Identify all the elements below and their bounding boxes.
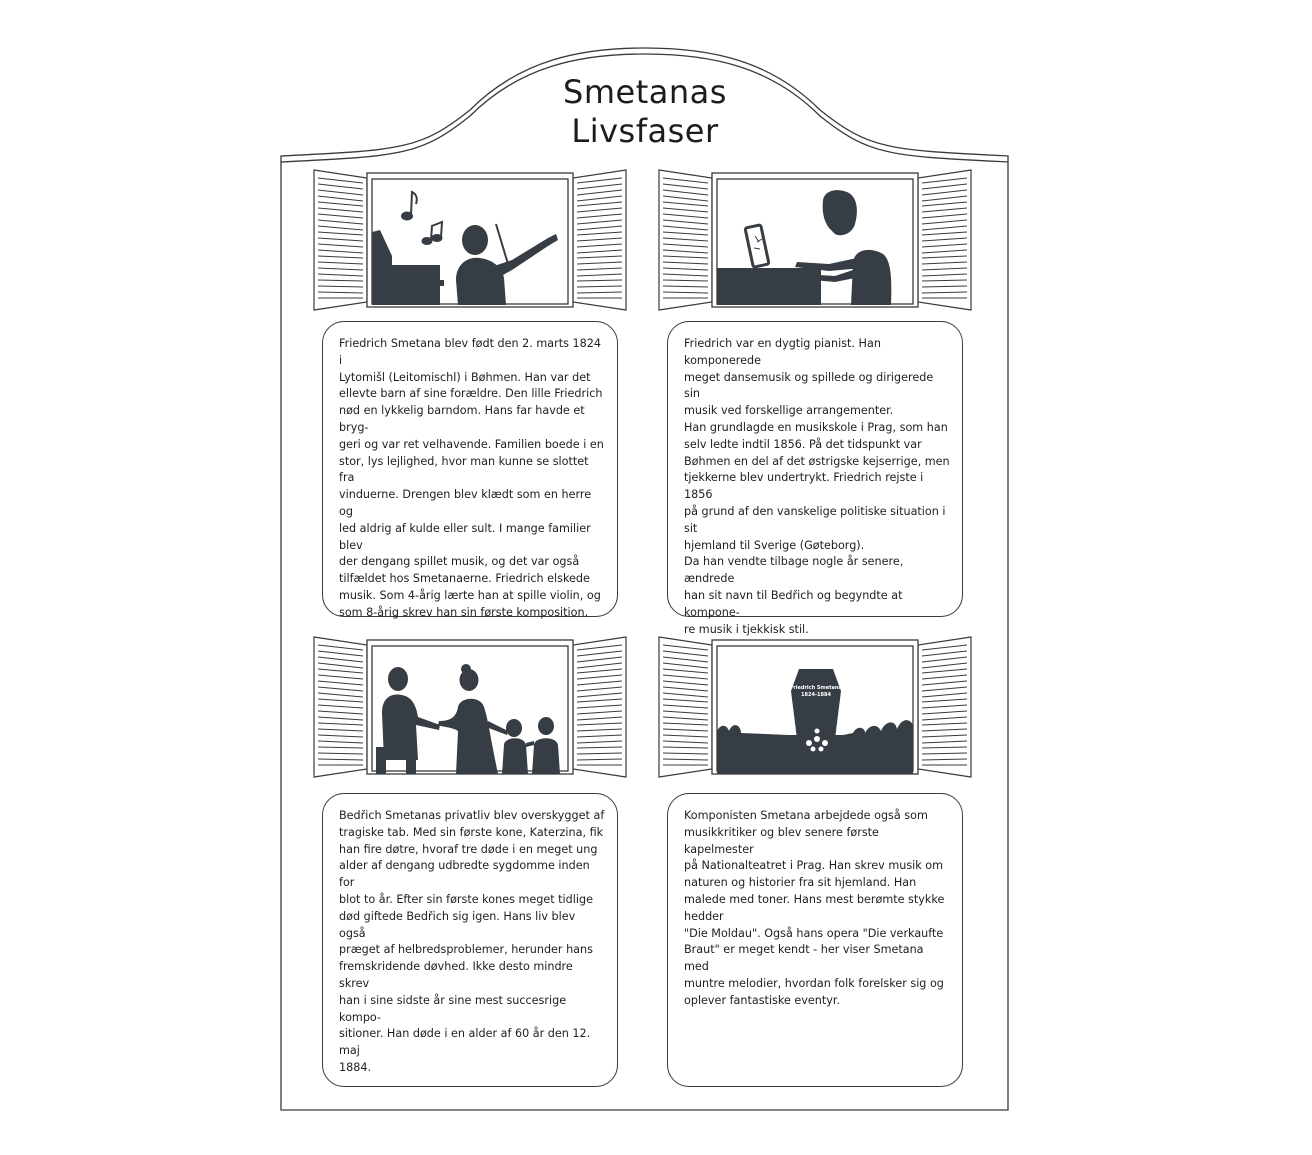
text-card-private-life (322, 793, 618, 1087)
left-shutter (314, 637, 367, 777)
left-shutter (314, 170, 367, 310)
card-text: Friedrich Smetana blev født den 2. marts 1824 i Lytomišl (Leitomischl) i Bøhmen. Han var det ellevte barn af sine forældre. Den lille Friedrich nød en lykkelig barndom. Hans far havde et bryg- geri og var ret velhavende. Familien boede i en stor, lys lejlighed, hvor man kunne se slottet fra vinduerne. Drengen blev klædt som en herre og led aldrig af kulde eller sult. I mange familier blev der dengang spillet musik, og det var også tilfældet hos Smetanaerne. Friedrich elskede musik. Som 4-årig lærte han at spille violin, og som 8-årig skrev han sin første komposition. (339, 337, 604, 619)
sign-title-line-2: Livsfaser (571, 112, 719, 150)
gravestone-years: 1824-1884 (801, 692, 831, 698)
window-violin-scene (312, 168, 628, 313)
right-shutter (573, 637, 626, 777)
card-text: Friedrich var en dygtig pianist. Han komponerede meget dansemusik og spillede og dirigerede sin musik ved forskellige arrangementer. Han grundlagde en musikskole i Prag, som han selv ledte indtil 1856. På det tidspunkt var Bøhmen en del af det østrigske kejserrige, men tjekkerne blev undertrykt. Friedrich rejste i 1856 på grund af den vanskelige politiske situation i sit hjemland til Sverige (Gøteborg). Da han vendte tilbage nogle år senere, ændrede han sit navn til Bedřich og begyndte at kompone- re musik i tjekkisk stil. (684, 337, 950, 636)
window-pianist-scene (657, 168, 973, 313)
window-family-scene (312, 635, 628, 780)
window-gravestone-scene (657, 635, 973, 780)
right-shutter (573, 170, 626, 310)
card-text: Komponisten Smetana arbejdede også som musikkritiker og blev senere første kapelmester på Nationalteatret i Prag. Han skrev musik om naturen og historier fra sit hjemland. Han malede med toner. Hans mest berømte stykke hedder "Die Moldau". Også hans opera "Die verkaufte Braut" er meget kendt - her viser Smetana med muntre melodier, hvordan folk forelsker sig og oplever fantastiske eventyr. (684, 809, 945, 1007)
text-card-career (667, 321, 963, 636)
sign-title-line-1: Smetanas (563, 73, 727, 111)
text-card-legacy (667, 793, 963, 1087)
left-shutter (659, 170, 712, 310)
gravestone-name: Friedrich Smetana (790, 685, 842, 691)
right-shutter (918, 637, 971, 777)
text-card-childhood (322, 321, 618, 617)
card-text: Bedřich Smetanas privatliv blev overskygget af tragiske tab. Med sin første kone, Katerzina, fik han fire døtre, hvoraf tre døde i en meget ung alder af dengang udbredte sygdomme inden for blot to år. Efter sin første kones meget tidlige død giftede Bedřich sig igen. Hans liv blev også præget af helbredsproblemer, herunder hans fremskridende døvhed. Ikke desto mindre skrev han i sine sidste år sine mest succesrige kompo- sitioner. Han døde i en alder af 60 år den 12. maj 1884. (339, 809, 605, 1074)
left-shutter (659, 637, 712, 777)
right-shutter (918, 170, 971, 310)
